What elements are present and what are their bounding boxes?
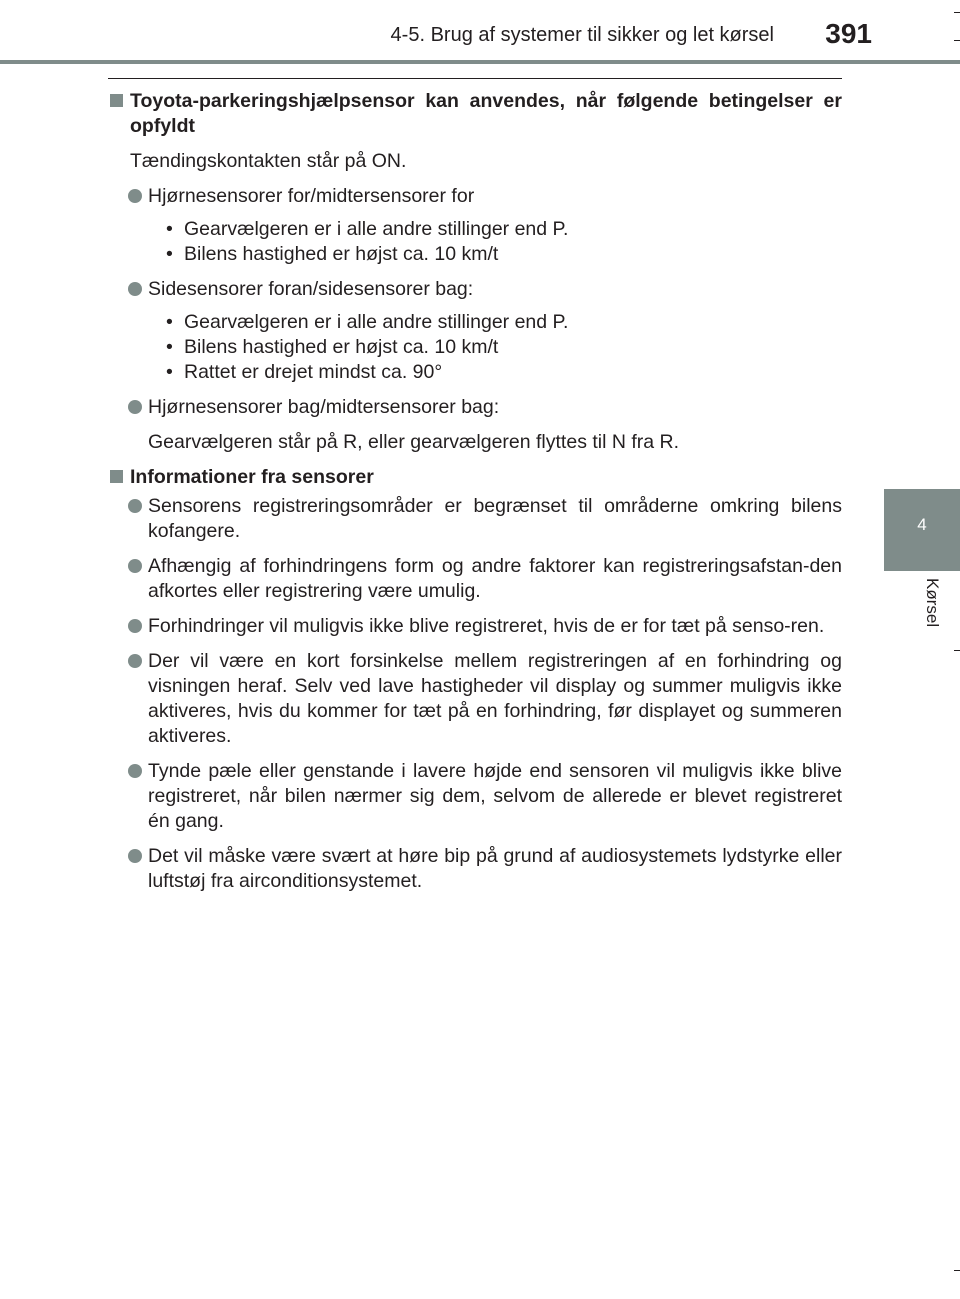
sub-list — [108, 310, 842, 385]
sub-list-item: • Rattet er drejet mindst ca. 90° — [166, 360, 842, 385]
circle-bullet-icon — [128, 282, 142, 296]
crop-mark — [954, 40, 960, 41]
square-bullet-icon — [110, 470, 123, 483]
section-operating-conditions — [108, 89, 842, 455]
page-number: 391 — [825, 18, 872, 49]
circle-bullet-icon — [128, 849, 142, 863]
circle-bullet-icon — [128, 619, 142, 633]
list-item — [108, 649, 842, 749]
section-heading — [108, 89, 842, 139]
section-heading — [108, 465, 842, 490]
crop-mark — [954, 12, 960, 13]
list-item — [108, 494, 842, 544]
sub-list-item: • Bilens hastighed er højst ca. 10 km/t — [166, 242, 842, 267]
list-item — [108, 277, 842, 302]
list-item — [108, 184, 842, 209]
section-heading-text: Informationer fra sensorer — [130, 466, 374, 488]
section-intro: Tændingskontakten står på ON. — [130, 150, 407, 172]
list-item-text: Tynde pæle eller genstande i lavere højde end sensoren vil muligvis ikke blive registreret, når bilen nærmer sig dem, selvom de allerede er blevet registreret én gang. — [148, 760, 842, 832]
list-item-text: Sensorens registreringsområder er begrænset til områderne omkring bilens kofangere. — [148, 495, 842, 542]
circle-bullet-icon — [128, 559, 142, 573]
list-item — [108, 759, 842, 834]
header-rule — [0, 60, 960, 64]
circle-bullet-icon — [128, 654, 142, 668]
list-item-paragraph: Gearvælgeren står på R, eller gearvælgeren flyttes til N fra R. — [148, 431, 680, 453]
circle-bullet-icon — [128, 400, 142, 414]
list-item-text: Forhindringer vil muligvis ikke blive registreret, hvis de er for tæt på senso-ren. — [148, 615, 825, 637]
list-item-text: Sidesensorer foran/sidesensorer bag: — [148, 278, 474, 300]
sub-list — [108, 217, 842, 267]
chapter-tab — [884, 489, 960, 571]
running-header-title: 4-5. Brug af systemer til sikker og let kørsel — [390, 24, 774, 46]
list-item-text: Afhængig af forhindringens form og andre faktorer kan registreringsafstan-den afkortes eller registrering være umulig. — [148, 555, 842, 602]
sub-list-item: • Bilens hastighed er højst ca. 10 km/t — [166, 335, 842, 360]
circle-bullet-icon — [128, 189, 142, 203]
square-bullet-icon — [110, 94, 123, 107]
list-item — [108, 844, 842, 894]
list-item — [108, 395, 842, 420]
list-item — [108, 554, 842, 604]
content-top-rule — [108, 78, 842, 79]
sub-list-item: • Gearvælgeren er i alle andre stillinger end P. — [166, 217, 842, 242]
page-content — [108, 78, 842, 904]
crop-mark — [954, 1270, 960, 1271]
crop-mark — [954, 650, 960, 651]
circle-bullet-icon — [128, 499, 142, 513]
list-item — [108, 614, 842, 639]
list-item-text: Hjørnesensorer for/midtersensorer for — [148, 185, 475, 207]
circle-bullet-icon — [128, 764, 142, 778]
section-sensor-information — [108, 465, 842, 894]
list-item-text: Det vil måske være svært at høre bip på grund af audiosystemets lydstyrke eller luftstøj fra airconditionsystemet. — [148, 845, 842, 892]
sub-list-item: • Gearvælgeren er i alle andre stillinger end P. — [166, 310, 842, 335]
list-item-text: Hjørnesensorer bag/midtersensorer bag: — [148, 396, 500, 418]
chapter-label: Kørsel — [923, 578, 942, 628]
chapter-number: 4 — [917, 515, 927, 534]
list-item-text: Der vil være en kort forsinkelse mellem registreringen af en forhindring og visningen heraf. Selv ved lave hastigheder vil display og summer muligvis ikke aktiveres, hvis du kommer for tæt på en forhindring, før displayet og summeren aktiveres. — [148, 650, 842, 747]
section-heading-text: Toyota-parkeringshjælpsensor kan anvendes, når følgende betingelser er opfyldt — [130, 90, 842, 137]
